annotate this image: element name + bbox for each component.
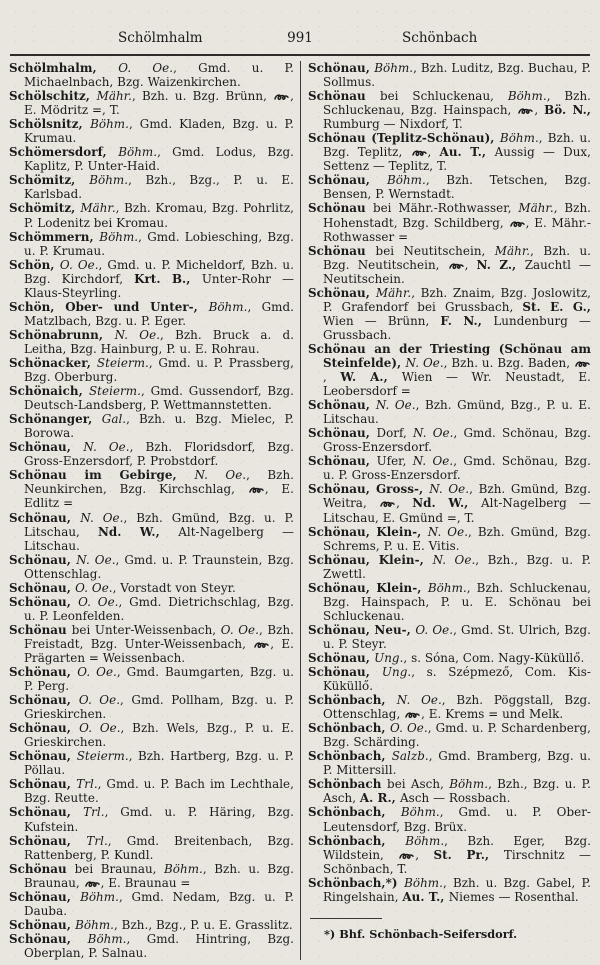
gazetteer-entry (308, 426, 591, 454)
page-number: 991 (287, 30, 313, 46)
gazetteer-entry (9, 862, 294, 890)
entry-text: , Bzh. Gmünd, Bzg., P. u. E. Litschau. (323, 398, 591, 427)
entry-text: , Gmd. Schönau, Bzg. u. P. Gross-Enzersdorf. (323, 454, 591, 483)
province-abbrev: Böhm. (386, 173, 426, 188)
entry-headword: Schönau, (308, 285, 376, 300)
footnote-text: Bhf. Schönbach-Seifersdorf. (339, 926, 518, 941)
entry-headword: Schömitz, (9, 173, 90, 188)
entry-headword: Schönbach (308, 777, 388, 792)
gazetteer-entry (9, 173, 294, 201)
province-abbrev: O. Oe. (79, 721, 121, 736)
entry-text: , Gmd. u. P. Schardenberg, Bzg. Schärding. (323, 721, 592, 750)
province-abbrev: N. Oe. (76, 552, 116, 567)
entry-text: , Bzh. Gmünd, Bzg. Weitra, (323, 482, 591, 511)
gazetteer-entry (9, 468, 294, 510)
posthorn-icon (380, 500, 395, 508)
entry-headword: Schönau, Klein-, (308, 552, 433, 567)
gazetteer-entry (308, 876, 591, 904)
province-abbrev: O. Oe. (59, 257, 99, 272)
right-column (300, 61, 591, 960)
entry-headword: A. R., (359, 791, 401, 806)
gazetteer-entry (308, 244, 591, 286)
province-abbrev: O. Oe. (77, 665, 117, 680)
entry-text: , Gmd. Breitenbach, Bzg. Rattenberg, P. Kundl. (24, 833, 294, 862)
gazetteer-entry (308, 553, 591, 581)
gazetteer-entry (9, 384, 294, 412)
entry-headword: F. N., (440, 313, 494, 328)
gazetteer-entry (9, 145, 294, 173)
province-abbrev: Böhm. (404, 875, 443, 890)
entry-text: , Gmd. Lobiesching, Bzg. u. P. Krumau. (24, 229, 295, 258)
entry-headword: St. Pr., (433, 847, 504, 862)
footnote-marker: *) (324, 926, 336, 941)
province-abbrev: N. Oe. (405, 355, 444, 370)
entry-headword: Schömitz, (9, 201, 81, 216)
right-column-entries (308, 61, 591, 904)
entry-headword: Schömersdorf, (9, 145, 119, 160)
entry-headword: Bö. N., (544, 103, 591, 118)
province-abbrev: Böhm. (118, 145, 158, 160)
entry-text: , E. Prägarten = Weissenbach. (24, 636, 294, 665)
entry-text: , s. Szépmező, Com. Kis-Küküllő. (323, 665, 591, 694)
province-abbrev: N. Oe. (432, 552, 476, 567)
entry-headword: Schönbach, (308, 833, 406, 848)
entry-text: Alt-Nagelberg — Litschau, E. Gmünd =, T. (323, 496, 591, 525)
province-abbrev: N. Oe. (429, 482, 470, 497)
province-abbrev: O. Oe. (78, 594, 119, 609)
gazetteer-entry (308, 777, 591, 805)
header-left-keyword: Schölmhalm (118, 30, 203, 46)
entry-text: , Bzh. Hohenstadt, Bzg. Schildberg, (323, 201, 591, 230)
gazetteer-entry (9, 230, 294, 258)
province-abbrev: Mähr. (96, 89, 132, 104)
entry-text: , Gmd. Bramberg, Bzg. u. P. Mittersill. (323, 749, 591, 778)
posthorn-icon (518, 107, 533, 115)
province-abbrev: Böhm. (75, 917, 115, 932)
province-abbrev: N. Oe. (114, 327, 161, 342)
province-abbrev: O. Oe. (75, 580, 113, 595)
entry-headword: Schönbach,*) (308, 875, 405, 890)
entry-text: , Gmd. Schönau, Bzg. Gross-Enzersdorf. (323, 426, 591, 455)
gazetteer-entry (9, 918, 294, 932)
province-abbrev: Böhm. (507, 89, 547, 104)
entry-headword: Au. T., (439, 145, 495, 160)
gazetteer-entry (308, 131, 591, 173)
gazetteer-entry (308, 61, 591, 89)
entry-text: , (534, 103, 545, 118)
posthorn-icon (399, 852, 414, 860)
entry-text: Zauchtl — Neutitschein. (323, 257, 591, 286)
gazetteer-entry (308, 525, 591, 553)
entry-text: bei Asch, (387, 777, 450, 792)
province-abbrev: Böhm. (499, 131, 539, 146)
entry-headword: Nd. W., (412, 496, 482, 511)
province-abbrev: N. Oe. (413, 426, 454, 441)
entry-headword: Schönau, (9, 833, 87, 848)
entry-text: Unter-Rohr — Klaus-Steyrling. (24, 271, 295, 300)
entry-headword: Schönau, (308, 650, 375, 665)
province-abbrev: Böhm. (89, 173, 129, 188)
text-columns (9, 61, 591, 960)
posthorn-icon (274, 93, 289, 101)
entry-headword: Schönau, (9, 805, 84, 820)
footnote-rule (310, 918, 382, 919)
gazetteer-entry (9, 932, 294, 960)
entry-text: , Bzh. u. Bzg. Brünn, (131, 89, 274, 104)
entry-headword: Schönau, (9, 552, 77, 567)
entry-text: , Bzh., Bzg. u. P. Asch, (323, 777, 591, 806)
entry-text: , s. Sóna, Com. Nagy-Küküllő. (403, 650, 585, 665)
province-abbrev: Steierm. (96, 355, 149, 370)
entry-headword: Schönau, (9, 749, 77, 764)
gazetteer-entry (9, 623, 294, 665)
province-abbrev: Trl. (83, 805, 105, 820)
entry-text: , Bzh. Eger, Bzg. Wildstein, (323, 833, 591, 862)
posthorn-icon (249, 486, 264, 494)
province-abbrev: Böhm. (164, 861, 203, 876)
posthorn-icon (449, 262, 464, 270)
gazetteer-entry (9, 201, 294, 229)
entry-text: , Gmd. u. P. Häring, Bzg. Kufstein. (24, 805, 294, 834)
entry-text: , Bzh. Floridsdorf, Bzg. Gross-Enzersdorf, P. Probstdorf. (24, 440, 294, 469)
entry-text: , Bzh. Bruck a. d. Leitha, Bzg. Hainburg, P. u. E. Rohrau. (24, 327, 294, 356)
entry-headword: Schönau, (9, 889, 81, 904)
entry-headword: Schönau an der Triesting (Schönau am Steinfelde), (308, 341, 591, 370)
entry-text: Aussig — Dux, Settenz — Teplitz, T. (323, 145, 591, 174)
entry-text: , Bzh. u. Bzg. Mielec, P. Borowa. (24, 412, 294, 441)
province-abbrev: Ung. (374, 650, 404, 665)
province-abbrev: Böhm. (208, 299, 248, 314)
entry-text: , Bzh. Schluckenau, Bzg. Hainspach, (323, 89, 591, 118)
entry-headword: Schön, (9, 257, 60, 272)
entry-text: , Gmd. u. P. Micheldorf, Bzh. u. Bzg. Kirchdorf, (24, 257, 294, 286)
province-abbrev: Trl. (86, 833, 108, 848)
entry-text: , Bzh. Wels, Bzg., P. u. E. Grieskirchen. (24, 721, 294, 750)
entry-headword: Schölschitz, (9, 89, 97, 104)
entry-text: , E. Krems = und Melk. (421, 707, 564, 722)
province-abbrev: O. Oe. (415, 622, 454, 637)
province-abbrev: Böhm. (374, 61, 414, 75)
entry-text: , (415, 847, 434, 862)
entry-text: , Bzh. Gmünd, Bzg. Schrems, P. u. E. Vitis. (323, 524, 591, 553)
province-abbrev: Trl. (76, 777, 98, 792)
gazetteer-entry (308, 651, 591, 665)
gazetteer-entry (308, 581, 591, 623)
province-abbrev: O. Oe. (118, 61, 174, 75)
entry-headword: N. Z., (476, 257, 525, 272)
entry-headword: St. E. G., (522, 299, 591, 314)
entry-text: Wien — Brünn, (323, 313, 441, 328)
entry-headword: Schönau, (9, 721, 80, 736)
gazetteer-entry (308, 693, 591, 721)
gazetteer-entry (9, 693, 294, 721)
posthorn-icon (405, 711, 420, 719)
entry-headword: Schönaich, (9, 384, 89, 399)
province-abbrev: Mähr. (375, 285, 412, 300)
entry-headword: Schönau, Klein-, (308, 524, 428, 539)
province-abbrev: Böhm. (449, 777, 489, 792)
province-abbrev: Gal. (101, 412, 127, 427)
entry-headword: Schönbach, (308, 805, 401, 820)
entry-text: , Gmd. Matzlbach, Bzg. u. P. Eger. (24, 299, 294, 328)
entry-headword: Schönabrunn, (9, 327, 115, 342)
gazetteer-entry (9, 440, 294, 468)
province-abbrev: N. Oe. (396, 693, 442, 708)
gazetteer-entry (308, 749, 591, 777)
entry-text: Dorf, (376, 426, 414, 441)
posthorn-icon (575, 360, 590, 368)
gazetteer-entry (308, 834, 591, 876)
entry-text: bei Unter-Weissenbach, (71, 622, 221, 637)
gazetteer-entry (9, 805, 294, 833)
left-column-entries (9, 61, 294, 960)
province-abbrev: Böhm. (90, 117, 129, 132)
gazetteer-entry (308, 805, 591, 833)
entry-text: , (323, 370, 341, 385)
entry-headword: Schönau, (308, 454, 377, 469)
entry-text: bei Schluckenau, (379, 89, 508, 104)
entry-headword: Schölmhalm, (9, 61, 119, 75)
province-abbrev: N. Oe. (194, 468, 247, 483)
entry-headword: Schönau, Klein-, (308, 580, 428, 595)
province-abbrev: Mähr. (518, 201, 554, 216)
entry-headword: Schönbach, (308, 749, 392, 764)
entry-text: , E. Braunau = (100, 875, 191, 890)
entry-text: , (427, 145, 440, 160)
entry-text: , Bzh. u. Bzg. Neutitschein, (323, 243, 591, 272)
entry-headword: Krt. B., (134, 271, 202, 286)
gazetteer-entry (308, 173, 591, 201)
posthorn-icon (510, 220, 525, 228)
entry-text: Wien — Wr. Neustadt, E. Leobersdorf = (323, 370, 591, 399)
province-abbrev: Böhm. (87, 931, 127, 946)
entry-text: , Bzh., Bzg., P. u. E. Karlsbad. (24, 173, 294, 202)
entry-headword: Schönau (308, 89, 380, 104)
province-abbrev: N. Oe. (427, 524, 469, 539)
entry-headword: W. A., (340, 370, 402, 385)
entry-headword: Nd. W., (97, 524, 179, 539)
province-abbrev: N. Oe. (83, 440, 130, 455)
entry-text: , (464, 257, 477, 272)
entry-text: , Gmd. u. P. Prassberg, Bzg. Oberburg. (24, 355, 294, 385)
entry-text: Lundenburg — Grussbach. (323, 313, 591, 342)
gazetteer-entry (9, 89, 294, 117)
entry-headword: Schönau, (9, 594, 79, 609)
province-abbrev: N. Oe. (412, 454, 454, 469)
entry-text: , Gmd. u. P. Ober-Leutensdorf, Bzg. Brüx. (323, 805, 591, 834)
gazetteer-entry (308, 623, 591, 651)
gazetteer-entry (308, 721, 591, 749)
entry-text: , Gmd. u. P. Bach im Lechthale, Bzg. Reutte. (24, 777, 294, 806)
entry-text: , Bzh. Tetschen, Bzg. Bensen, P. Wernstadt. (323, 173, 591, 202)
entry-headword: Schönau, (308, 173, 387, 188)
left-column (9, 61, 300, 960)
gazetteer-entry (308, 342, 591, 398)
gazetteer-entry (9, 777, 294, 805)
gazetteer-entry (308, 286, 591, 342)
gazetteer-entry (9, 595, 294, 623)
province-abbrev: Ung. (381, 665, 412, 680)
province-abbrev: Mähr. (80, 201, 116, 216)
entry-text: bei Braunau, (74, 861, 164, 876)
gazetteer-entry (9, 328, 294, 356)
gazetteer-entry (9, 834, 294, 862)
gazetteer-entry (308, 398, 591, 426)
entry-text: , Bzh. Hartberg, Bzg. u. P. Pöllau. (24, 749, 294, 778)
province-abbrev: Böhm. (400, 805, 440, 820)
gazetteer-entry (9, 890, 294, 918)
entry-headword: Schölsnitz, (9, 117, 91, 132)
entry-headword: Schönau, (308, 665, 382, 680)
entry-headword: Schönau, (308, 426, 377, 441)
header-right-keyword: Schönbach (402, 30, 478, 46)
entry-text: Asch — Rossbach. (400, 791, 511, 806)
gazetteer-entry (308, 201, 591, 243)
entry-text: , Bzh. u. Bzg. Teplitz, (323, 131, 591, 160)
gazetteer-entry (9, 258, 294, 300)
gazetteer-entry (9, 61, 294, 89)
entry-text: , Bzh. Znaim, Bzg. Joslowitz, P. Grafendorf bei Grussbach, (323, 285, 591, 314)
entry-text: Niemes — Rosenthal. (448, 889, 579, 904)
entry-text: , Bzh. Schluckenau, Bzg. Hainspach, P. u. E. Schönau bei Schluckenau. (323, 580, 591, 623)
entry-text: , Bzh. Pöggstall, Bzg. Ottenschlag, (323, 693, 592, 722)
gazetteer-entry (308, 482, 591, 524)
entry-headword: Schönau (308, 201, 373, 216)
entry-text: , Bzh. Luditz, Bzg. Buchau, P. Sollmus. (323, 61, 591, 90)
entry-headword: Schönau, (9, 917, 76, 932)
entry-text: , (396, 496, 413, 511)
entry-text: , Gmd. u. P. Michaelnbach, Bzg. Waizenkirchen. (24, 61, 294, 90)
entry-text: , Gmd. Baumgarten, Bzg. u. P. Perg. (24, 665, 294, 694)
entry-text: , Bzh. Neunkirchen, Bzg. Kirchschlag, (24, 468, 294, 497)
entry-text: , Bzh. Freistadt, Bzg. Unter-Weissenbach, (24, 622, 295, 651)
entry-headword: Schönau, (308, 61, 375, 75)
entry-headword: Schönanger, (9, 412, 102, 427)
footnote (308, 927, 591, 941)
entry-headword: Schönau, (308, 398, 376, 413)
entry-text: , Bzh. u. Bzg. Braunau, (24, 861, 295, 890)
province-abbrev: Böhm. (99, 229, 139, 244)
gazetteer-entry (308, 454, 591, 482)
entry-text: Rumburg — Nixdorf, T. (323, 117, 463, 132)
entry-headword: Schönacker, (9, 355, 97, 370)
province-abbrev: Steierm. (88, 384, 141, 399)
entry-headword: Schönau, (9, 777, 77, 792)
entry-text: Alt-Nagelberg — Litschau. (24, 524, 294, 553)
entry-text: bei Neutitschein, (375, 243, 495, 258)
entry-text: , E. Mähr.-Rothwasser = (323, 215, 591, 244)
province-abbrev: O. Oe. (390, 721, 428, 736)
province-abbrev: Böhm. (427, 580, 467, 595)
gazetteer-entry (9, 300, 294, 328)
province-abbrev: Salzb. (391, 749, 429, 764)
entry-headword: Schönau, (9, 693, 79, 708)
entry-headword: Schönau (9, 861, 75, 876)
entry-headword: Schönau, (9, 440, 84, 455)
entry-headword: Schönbach, (308, 693, 397, 708)
posthorn-icon (412, 149, 427, 157)
entry-headword: Au. T., (402, 889, 449, 904)
gazetteer-entry (9, 553, 294, 581)
province-abbrev: Böhm. (405, 833, 445, 848)
running-header (9, 30, 591, 54)
entry-headword: Schön, Ober- und Unter-, (9, 299, 209, 314)
gazetteer-entry (9, 721, 294, 749)
province-abbrev: O. Oe. (220, 622, 259, 637)
gazetteer-entry (9, 117, 294, 145)
province-abbrev: Steierm. (76, 749, 129, 764)
entry-headword: Schönau, Neu-, (308, 622, 416, 637)
entry-text: , Bzh. u. Bzg. Gabel, P. Ringelshain, (323, 875, 591, 904)
posthorn-icon (254, 641, 269, 649)
entry-text: , Bzh., Bzg., P. u. E. Grasslitz. (114, 917, 293, 932)
gazetteer-entry (9, 412, 294, 440)
gazetteer-entry (308, 89, 591, 131)
entry-headword: Schönau, (9, 580, 76, 595)
province-abbrev: Böhm. (80, 889, 119, 904)
entry-headword: Schömmern, (9, 229, 100, 244)
gazetteer-entry (9, 511, 294, 553)
entry-headword: Schönau, (9, 931, 88, 946)
entry-text: , Vorstadt von Steyr. (112, 580, 236, 595)
entry-headword: Schönau (308, 243, 376, 258)
entry-text: bei Mähr.-Rothwasser, (372, 201, 519, 216)
gazetteer-entry (9, 356, 294, 384)
entry-headword: Schönau, (9, 510, 81, 525)
entry-text: Tirschnitz — Schönbach, T. (323, 847, 591, 876)
entry-text: , Gmd. Lodus, Bzg. Kaplitz, P. Unter-Haid. (24, 145, 294, 174)
entry-headword: Schönau (9, 622, 72, 637)
entry-headword: Schönau im Gebirge, (9, 468, 195, 483)
entry-text: , E. Mödritz =, T. (24, 89, 294, 118)
entry-headword: Schönau, Gross-, (308, 482, 430, 497)
entry-text: , Gmd. Gussendorf, Bzg. Deutsch-Landsberg, P. Wettmannstetten. (24, 384, 294, 413)
gazetteer-entry (9, 749, 294, 777)
gazetteer-entry (308, 665, 591, 693)
entry-text: , Bzh. Gmünd, Bzg. u. P. Litschau, (24, 510, 294, 539)
entry-text: , Gmd. Pollham, Bzg. u. P. Grieskirchen. (24, 693, 294, 722)
entry-text: , Gmd. Nedam, Bzg. u. P. Dauba. (24, 889, 294, 918)
province-abbrev: N. Oe. (375, 398, 416, 413)
entry-headword: Schönbach, (308, 721, 390, 736)
entry-text: Ufer, (376, 454, 413, 469)
entry-text: , Gmd. Hintring, Bzg. Oberplan, P. Salnau. (24, 931, 294, 960)
province-abbrev: N. Oe. (80, 510, 124, 525)
entry-text: , Gmd. u. P. Traunstein, Bzg. Ottenschlag. (24, 552, 294, 581)
posthorn-icon (85, 880, 100, 888)
entry-headword: Schönau (Teplitz-Schönau), (308, 131, 500, 146)
entry-text: , Bzh. u. Bzg. Baden, (443, 355, 574, 370)
province-abbrev: O. Oe. (78, 693, 121, 708)
entry-text: , Bzh., Bzg. u. P. Zwettl. (323, 552, 591, 581)
gazetteer-entry (9, 665, 294, 693)
gazetteer-entry (9, 581, 294, 595)
entry-headword: Schönau, (9, 665, 78, 680)
entry-text: , Gmd. Dietrichschlag, Bzg. u. P. Leonfelden. (24, 594, 294, 623)
entry-text: , Gmd. St. Ulrich, Bzg. u. P. Steyr. (323, 622, 591, 651)
entry-text: , Bzh. Kromau, Bzg. Pohrlitz, P. Lodenitz bei Kromau. (24, 201, 294, 230)
entry-text: , E. Edlitz = (24, 482, 294, 511)
header-rule (10, 54, 590, 56)
province-abbrev: Mähr. (494, 243, 531, 258)
entry-text: , Gmd. Kladen, Bzg. u. P. Krumau. (24, 117, 294, 146)
